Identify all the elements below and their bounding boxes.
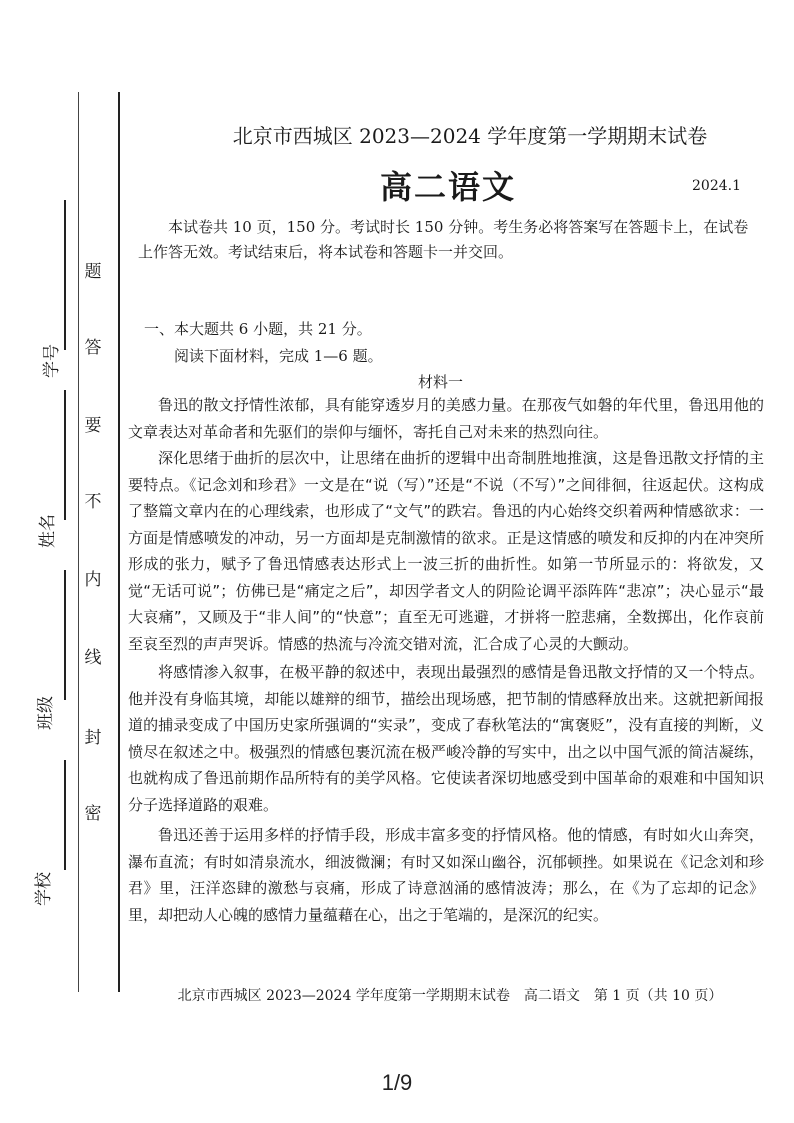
field-label-student-id: 学号 — [42, 344, 62, 378]
page-footer: 北京市西城区 2023—2024 学年度第一学期期末试卷 高二语文 第 1 页（共 10 页） — [177, 988, 723, 1004]
field-line-class[interactable] — [64, 570, 66, 700]
material-title: 材料一 — [418, 373, 464, 391]
paragraph: 鲁迅的散文抒情性浓郁，具有能穿透岁月的美感力量。在那夜气如磐的年代里，鲁迅用他的文章表达对革命者和先驱们的崇仰与缅怀，寄托自己对未来的热烈向往。 — [128, 396, 764, 441]
field-line-student-id[interactable] — [64, 200, 66, 350]
warning-char: 密 — [84, 804, 102, 824]
warning-char: 题 — [84, 262, 102, 282]
warning-char: 封 — [84, 728, 102, 748]
warning-char: 要 — [84, 416, 102, 436]
paragraph: 深化思绪于曲折的层次中，让思绪在曲折的逻辑中出奇制胜地推演，这是鲁迅散文抒情的主要特点。《记念刘和珍君》一文是在“说（写）”还是“不说（不写）”之间徘徊，往返起伏。这构成了整篇文章内在的心理线索，也形成了“文气”的跌宕。鲁迅的内心始终交织着两种情感欲求：一方面是情感喷发的冲动，另一方面却是克制激情的欲求。正是这情感的喷发和反抑的内在冲突所形成的张力，赋予了鲁迅情感表达形式上一波三折的曲折性。如第一节所显示的：将欲发，又觉“无话可说”；仿佛已是“痛定之后”，却因学者文人的阴险论调平添阵阵“悲凉”；决心显示“最大哀痛”，又顾及于“非人间”的“快意”；直至无可逃避，才拼将一腔悲痛，全数掷出，化作哀前至哀至烈的声声哭诉。情感的热流与冷流交错对流，汇合成了心灵的大颤动。 — [128, 449, 764, 653]
binding-line-inner — [78, 92, 79, 992]
field-line-school[interactable] — [64, 760, 66, 870]
exam-date: 2024.1 — [692, 178, 741, 194]
warning-char: 内 — [84, 570, 102, 590]
warning-char: 线 — [84, 648, 102, 668]
exam-title: 北京市西城区 2023—2024 学年度第一学期期末试卷 — [232, 124, 708, 148]
field-label-name: 姓名 — [38, 514, 58, 548]
field-label-class: 班级 — [36, 696, 56, 730]
page-indicator: 1/9 — [381, 1070, 413, 1095]
paragraph: 将感情渗入叙事，在极平静的叙述中，表现出最强烈的感情是鲁迅散文抒情的又一个特点。他并没有身临其境，却能以雄辩的细节，描绘出现场感，把节制的情感释放出来。这就把新闻报道的捕录变成了中国历史家所强调的“实录”，变成了春秋笔法的“寓褒贬”，没有直接的判断，义愤尽在叙述之中。极强烈的情感包裹沉流在极严峻冷静的写实中，出之以中国气派的简洁凝练，也就构成了鲁迅前期作品所特有的美学风格。它使读者深切地感受到中国革命的艰难和中国知识分子选择道路的艰难。 — [128, 663, 764, 814]
section-heading: 一、本大题共 6 小题，共 21 分。 — [144, 320, 372, 338]
exam-instructions: 本试卷共 10 页，150 分。考试时长 150 分钟。考生务必将答案写在答题卡上，在试卷上作答无效。考试结束后，将本试卷和答题卡一并交回。 — [138, 218, 749, 261]
warning-char: 不 — [84, 492, 102, 512]
warning-char: 答 — [84, 338, 102, 358]
material-body — [128, 392, 764, 928]
subject-heading: 高二语文 — [380, 168, 517, 206]
field-line-name[interactable] — [64, 390, 66, 520]
binding-line-outer — [118, 92, 120, 992]
reading-instruction: 阅读下面材料，完成 1—6 题。 — [174, 347, 383, 365]
field-label-school: 学校 — [34, 872, 54, 906]
paragraph: 鲁迅还善于运用多样的抒情手段，形成丰富多变的抒情风格。他的情感，有时如火山奔突，瀑布直流；有时如清泉流水，细波微澜；有时又如深山幽谷，沉郁顿挫。如果说在《记念刘和珍君》里，汪洋恣肆的激愁与哀痛，形成了诗意汹涌的感情波涛；那么，在《为了忘却的记念》里，却把动人心魄的感情力量蕴藉在心，出之于笔端的，是深沉的纪实。 — [128, 826, 764, 924]
